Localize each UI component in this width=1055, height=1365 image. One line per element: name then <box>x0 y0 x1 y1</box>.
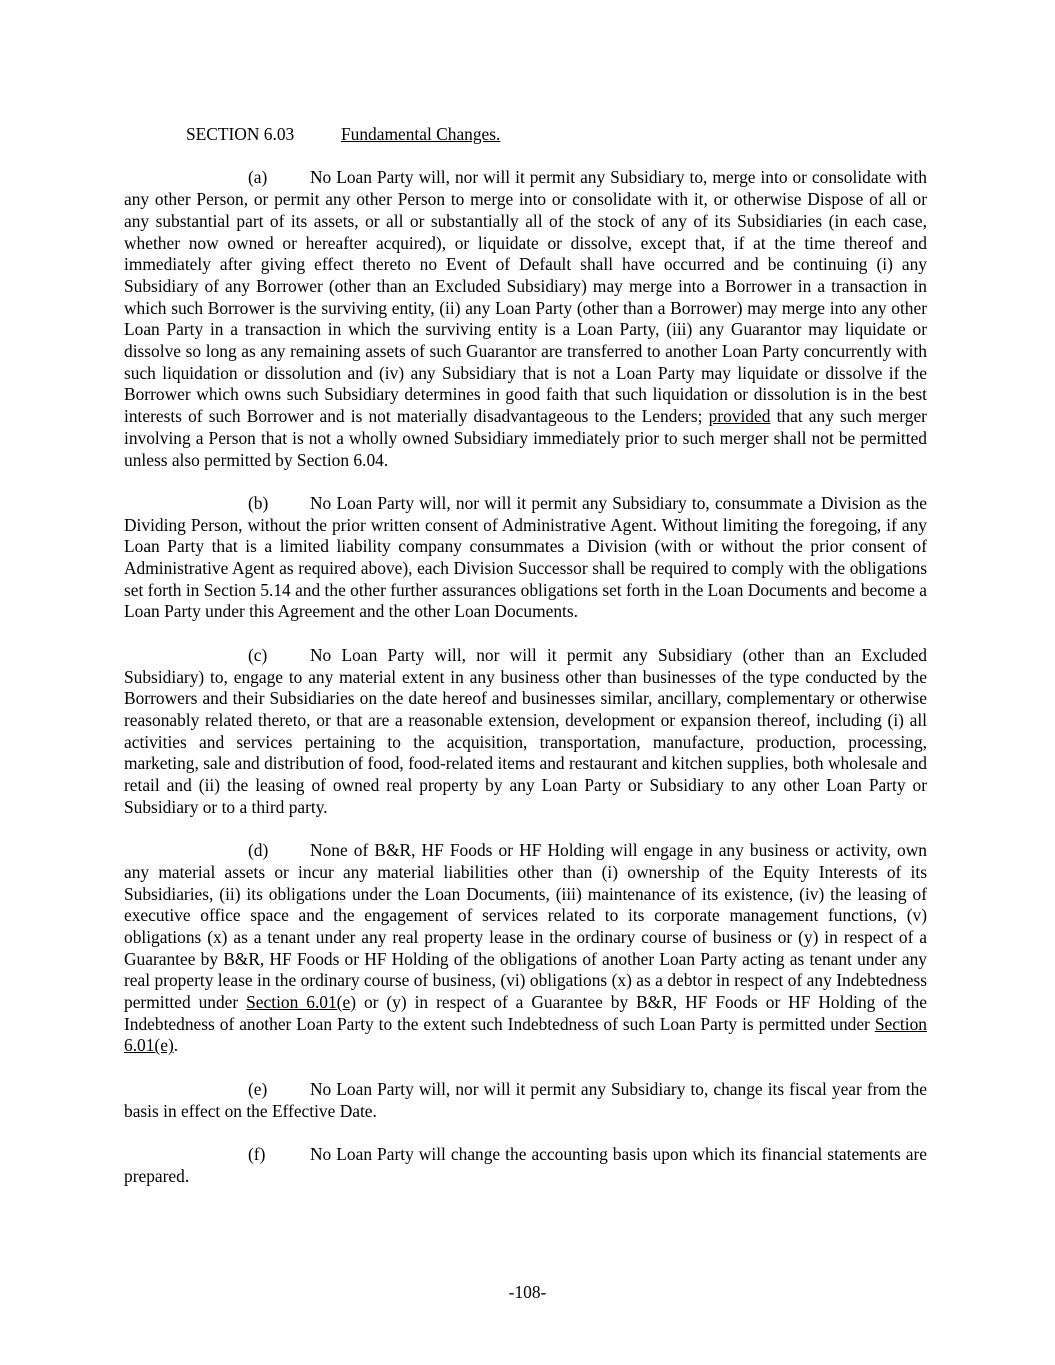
paragraph-c <box>124 645 927 819</box>
section-reference: Section 6.01(e) <box>246 992 356 1013</box>
paragraph-text: None of B&R, HF Foods or HF Holding will engage in any business or activity, own any material assets or incur any material liabilities other than (i) ownership of the Equity Interests of its Subsidiaries, (ii) its obligations under the Loan Documents, (iii) maintenance of its existence, (iv) the leasing of executive office space and the engagement of services related to its corporate management functions, (v) obligations (x) as a tenant under any real property lease in the ordinary course of business or (y) in respect of a Guarantee by B&R, HF Foods or HF Holding of the obligations of another Loan Party acting as tenant under any real property lease in the ordinary course of business, (vi) obligations (x) as a debtor in respect of any Indebtedness permitted under <box>124 840 927 1013</box>
paragraph-text: No Loan Party will, nor will it permit any Subsidiary to, consummate a Division as the Dividing Person, without the prior written consent of Administrative Agent. Without limiting the foregoing, if any Loan Party that is a limited liability company consummates a Division (with or without the prior consent of Administrative Agent as required above), each Division Successor shall be required to comply with the obligations set forth in Section 5.14 and the other further assurances obligations set forth in the Loan Documents and become a Loan Party under this Agreement and the other Loan Documents. <box>124 492 927 622</box>
paragraph-label: (b) <box>248 492 269 513</box>
paragraph-text: No Loan Party will, nor will it permit any Subsidiary to, change its fiscal year from the basis in effect on the Effective Date. <box>124 1078 927 1121</box>
paragraph-d <box>124 840 927 1057</box>
paragraph-text: or (y) in respect of a Guarantee by B&R, HF Foods or HF Holding of the Indebtedness of another Loan Party to the extent such Indebtedness of such Loan Party is permitted under <box>124 992 927 1034</box>
paragraph-text: No Loan Party will, nor will it permit any Subsidiary (other than an Excluded Subsidiary) to, engage to any material extent in any business other than businesses of the type conducted by the Borrowers and their Subsidiaries on the date hereof and businesses similar, ancillary, complementary or otherwise reasonably related thereto, or that are a reasonable extension, development or expansion thereof, including (i) all activities and services pertaining to the acquisition, transportation, manufacture, production, processing, marketing, sale and distribution of food, food-related items and restaurant and kitchen supplies, both wholesale and retail and (ii) the leasing of owned real property by any Loan Party or Subsidiary to any other Loan Party or Subsidiary or to a third party. <box>124 644 927 817</box>
paragraph-f <box>124 1144 927 1187</box>
paragraph-label: (e) <box>248 1078 268 1099</box>
document-page <box>124 124 927 1209</box>
paragraph-label: (d) <box>248 840 269 861</box>
paragraph-text: . <box>173 1035 179 1056</box>
paragraph-text: No Loan Party will, nor will it permit any Subsidiary to, merge into or consolidate with any other Person, or permit any other Person to merge into or consolidate with it, or otherwise Dispose of all or any substantial part of its assets, or all or substantially all of the stock of any of its Subsidiaries (in each case, whether now owned or hereafter acquired), or liquidate or dissolve, except that, if at the time thereof and immediately after giving effect thereto no Event of Default shall have occurred and be continuing (i) any Subsidiary of any Borrower (other than an Excluded Subsidiary) may merge into a Borrower in a transaction in which such Borrower is the surviving entity, (ii) any Loan Party (other than a Borrower) may merge into any other Loan Party in a transaction in which the surviving entity is a Loan Party, (iii) any Guarantor may liquidate or dissolve so long as any remaining assets of such Guarantor are transferred to another Loan Party concurrently with such liquidation or dissolution and (iv) any Subsidiary that is not a Loan Party may liquidate or dissolve if the Borrower which owns such Subsidiary determines in good faith that such liquidation or dissolution is in the best interests of such Borrower and is not materially disadvantageous to the Lenders; <box>124 167 927 427</box>
paragraph-label: (c) <box>248 644 268 665</box>
paragraph-a <box>124 167 927 471</box>
paragraph-b <box>124 493 927 623</box>
page-number: -108- <box>508 1282 547 1302</box>
paragraph-e <box>124 1079 927 1122</box>
section-number: SECTION 6.03 <box>186 124 295 144</box>
section-reference: Section 6.01(e) <box>124 1013 927 1056</box>
provided-term: provided <box>708 406 771 427</box>
paragraph-text: that any such merger involving a Person that is not a wholly owned Subsidiary immediately prior to such merger shall not be permitted unless also permitted by Section 6.04. <box>124 406 927 470</box>
section-heading <box>124 124 927 146</box>
paragraph-label: (f) <box>248 1143 266 1164</box>
paragraph-label: (a) <box>248 167 268 188</box>
section-title: Fundamental Changes. <box>341 124 501 144</box>
paragraph-text: No Loan Party will change the accounting basis upon which its financial statements are prepared. <box>124 1143 927 1186</box>
